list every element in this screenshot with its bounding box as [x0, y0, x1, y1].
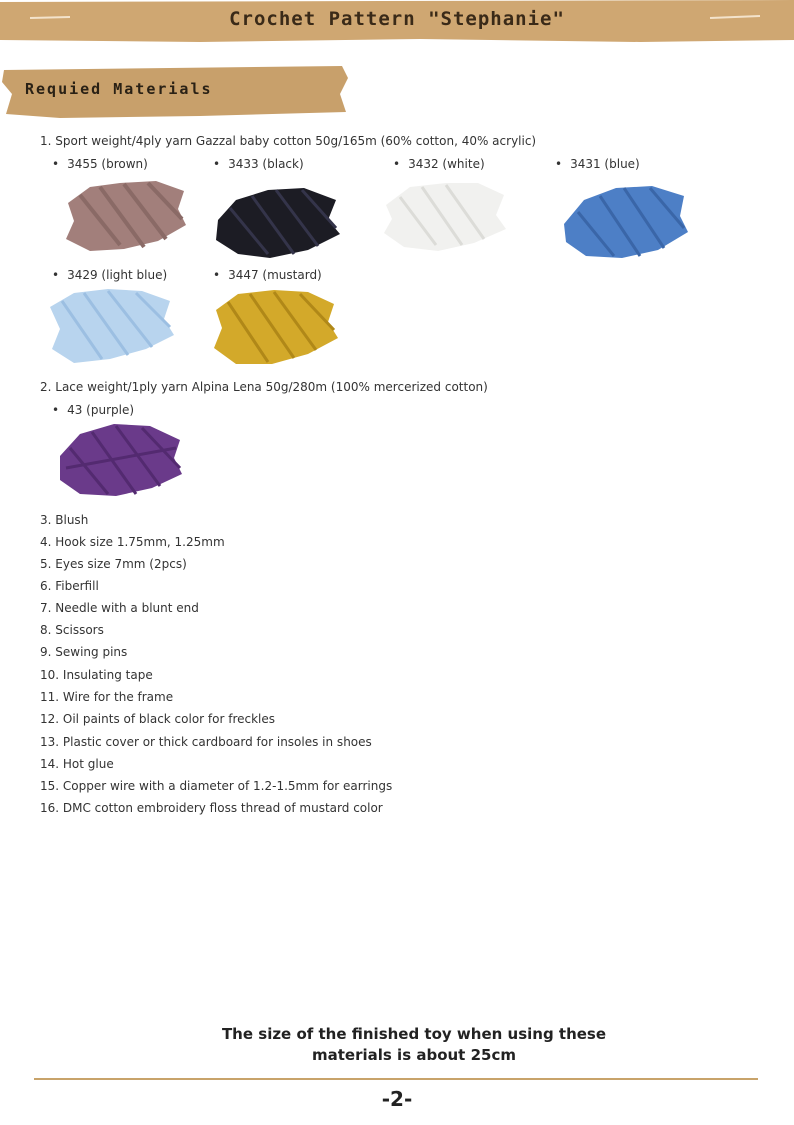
section-title: Requied Materials	[25, 80, 213, 98]
yarn-swatch-mustard	[210, 286, 340, 368]
material-item-13: 13. Plastic cover or thick cardboard for insoles in shoes	[40, 735, 372, 749]
material-item-1: 1. Sport weight/4ply yarn Gazzal baby cotton 50g/165m (60% cotton, 40% acrylic)	[40, 134, 537, 148]
material-item-12: 12. Oil paints of black color for freckles	[40, 712, 276, 726]
material-item-6: 6. Fiberfill	[40, 579, 99, 593]
color-label-white: • 3432 (white)	[393, 157, 485, 171]
color-label-mustard: • 3447 (mustard)	[213, 268, 322, 282]
color-label-blue: • 3431 (blue)	[555, 157, 640, 171]
material-item-3: 3. Blush	[40, 513, 89, 527]
finished-size-note	[17, 1024, 794, 1066]
yarn-swatch-blue	[560, 178, 690, 264]
color-label-black: • 3433 (black)	[213, 157, 304, 171]
material-item-5: 5. Eyes size 7mm (2pcs)	[40, 557, 187, 571]
material-item-16: 16. DMC cotton embroidery floss thread of mustard color	[40, 801, 383, 815]
material-item-14: 14. Hot glue	[40, 757, 114, 771]
material-item-4: 4. Hook size 1.75mm, 1.25mm	[40, 535, 225, 549]
material-item-2: 2. Lace weight/1ply yarn Alpina Lena 50g/280m (100% mercerized cotton)	[40, 380, 488, 394]
material-item-9: 9. Sewing pins	[40, 645, 128, 659]
page-title: Crochet Pattern "Stephanie"	[229, 8, 565, 30]
material-item-10: 10. Insulating tape	[40, 668, 153, 682]
material-item-11: 11. Wire for the frame	[40, 690, 174, 704]
material-item-8: 8. Scissors	[40, 623, 104, 637]
page-number: -2-	[381, 1087, 413, 1111]
material-item-15: 15. Copper wire with a diameter of 1.2-1.5mm for earrings	[40, 779, 393, 793]
yarn-swatch-white	[380, 175, 510, 257]
material-item-7: 7. Needle with a blunt end	[40, 601, 199, 615]
color-label-light-blue: • 3429 (light blue)	[52, 268, 167, 282]
finished-size-note-line1: The size of the finished toy when using these	[221, 1025, 607, 1043]
yarn-swatch-black	[212, 180, 342, 262]
footer-divider	[34, 1078, 758, 1080]
yarn-swatch-purple	[56, 418, 186, 500]
finished-size-note-line2: materials is about 25cm	[312, 1046, 516, 1064]
color-label-brown: • 3455 (brown)	[52, 157, 148, 171]
color-label-purple: • 43 (purple)	[52, 403, 134, 417]
yarn-swatch-brown	[60, 175, 190, 257]
yarn-swatch-light-blue	[46, 285, 176, 367]
